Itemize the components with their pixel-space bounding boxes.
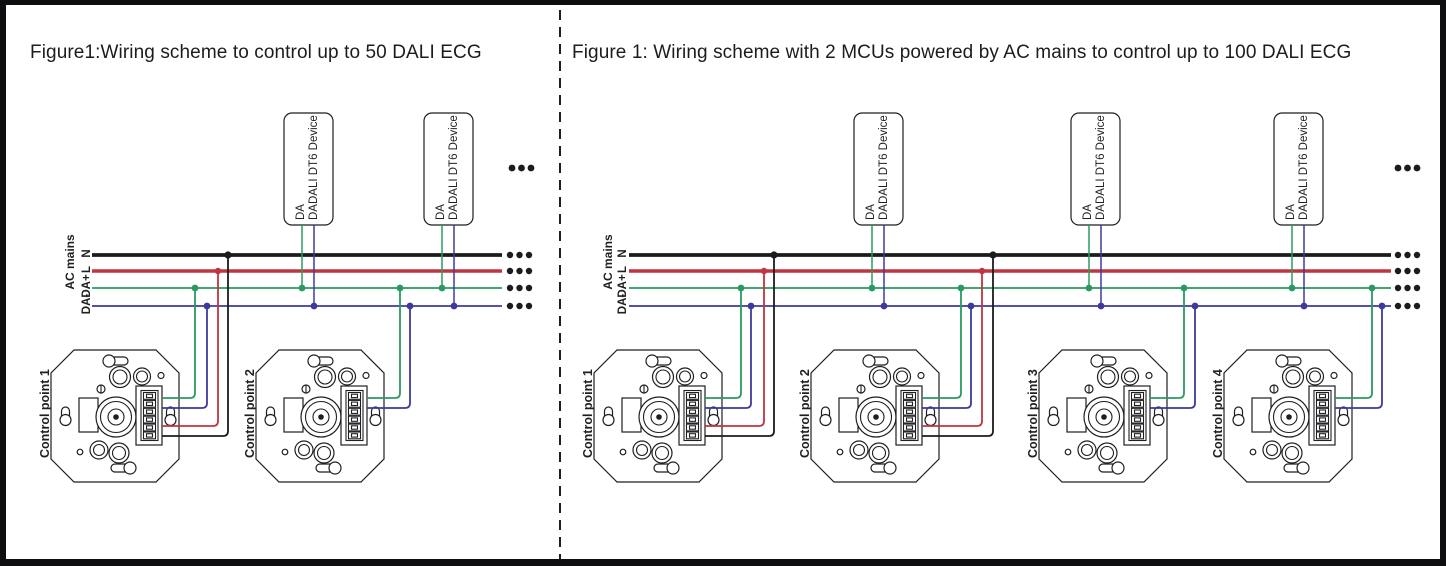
dali-terminal-label: DA (865, 204, 877, 220)
dali-terminal-label: DA (1298, 204, 1310, 220)
junction-dot-l (215, 268, 221, 274)
control-point (38, 350, 179, 482)
figure2-title: Figure 1: Wiring scheme with 2 MCUs powered by AC mains to control up to 100 DALI ECG (572, 42, 1352, 63)
more-devices-ellipsis-icon (1395, 165, 1421, 172)
bus-label-da-plus: DA+ (81, 274, 93, 298)
control-point-label: Control point 1 (38, 369, 52, 458)
more-devices-ellipsis-icon (509, 165, 535, 172)
figure1-bus-lines (92, 255, 502, 306)
control-point-plate (51, 350, 179, 482)
dali-terminal-label: DA (1285, 204, 1297, 220)
dali-terminal-label: DA (295, 204, 307, 220)
dali-terminal-label: DA (308, 204, 320, 220)
figure2-canvas (559, 5, 1446, 566)
dali-terminal-label: DA (878, 204, 890, 220)
bus-group-label: AC mains (601, 234, 615, 290)
dali-device (424, 113, 473, 225)
bus-label-n: N (617, 249, 629, 258)
bus-continues-ellipsis-icon (507, 252, 532, 309)
dali-device-name: DALI DT6 Device (1298, 115, 1310, 204)
dali-device (1071, 113, 1120, 225)
control-point-plate (811, 350, 939, 482)
bus-label-da-plus: DA+ (617, 274, 629, 298)
bus-continues-ellipsis-icon (1395, 252, 1420, 309)
bus-label-da-minus: DA- (81, 293, 93, 315)
control-point-label: Control point 3 (1026, 369, 1040, 458)
control-point-label: Control point 2 (798, 369, 812, 458)
control-point-plate (1039, 350, 1167, 482)
junction-dot-n (224, 251, 231, 258)
bus-group-label: AC mains (63, 234, 77, 290)
dali-terminal-label: DA (1082, 204, 1094, 220)
control-point-label: Control point 4 (1211, 369, 1225, 458)
control-point (243, 350, 384, 482)
dali-device-name: DALI DT6 Device (308, 115, 320, 204)
dali-device-name: DALI DT6 Device (448, 115, 460, 204)
control-point (798, 350, 939, 482)
dali-terminal-label: DA (1095, 204, 1107, 220)
bus-label-l: L (81, 265, 93, 274)
control-point-label: Control point 2 (243, 369, 257, 458)
control-point (1026, 350, 1167, 482)
bus-label-l: L (617, 265, 629, 274)
control-point-plate (594, 350, 722, 482)
dali-device-name: DALI DT6 Device (1095, 115, 1107, 204)
control-point-plate (1224, 350, 1352, 482)
control-point (581, 350, 722, 482)
figure1-canvas (6, 5, 559, 566)
bus-label-da-minus: DA- (617, 293, 629, 315)
figure1-title: Figure1:Wiring scheme to control up to 50 DALI ECG (30, 42, 482, 63)
dali-device-name: DALI DT6 Device (878, 115, 890, 204)
figure2-bus-lines (629, 255, 1391, 306)
dali-terminal-label: DA (435, 204, 447, 220)
dali-device (1274, 113, 1323, 225)
dali-device (284, 113, 333, 225)
bus-label-n: N (81, 249, 93, 258)
dali-device (854, 113, 903, 225)
dali-terminal-label: DA (448, 204, 460, 220)
control-point-label: Control point 1 (581, 369, 595, 458)
control-point-plate (256, 350, 384, 482)
control-point (1211, 350, 1352, 482)
